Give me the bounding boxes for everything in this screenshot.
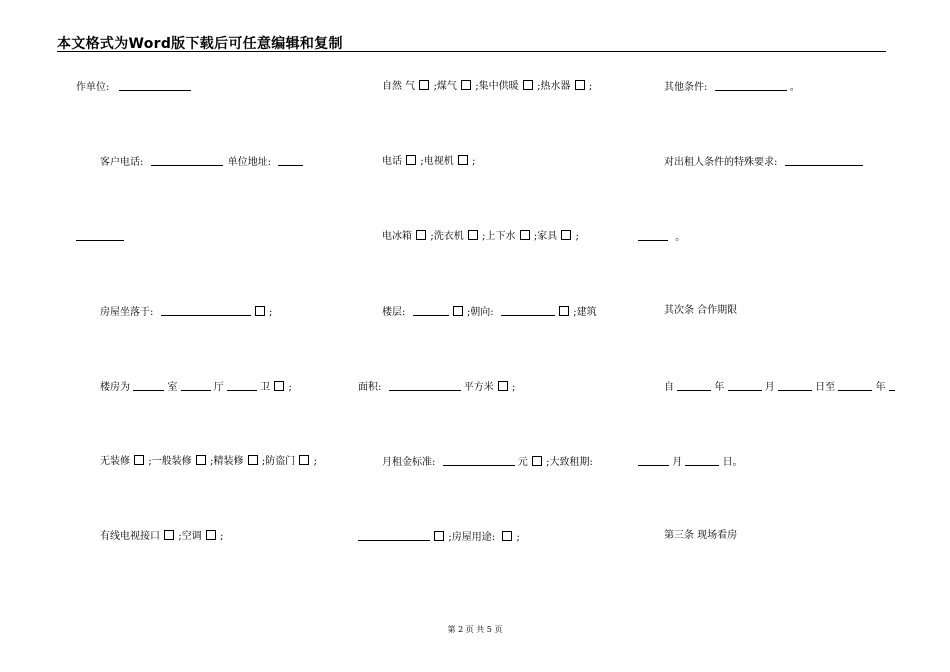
c2-line-4 xyxy=(382,305,597,319)
checkbox[interactable] xyxy=(255,306,265,316)
furniture-checkbox[interactable] xyxy=(561,230,571,240)
c2-line-6 xyxy=(382,455,593,469)
fine-decoration-checkbox[interactable] xyxy=(248,455,258,465)
c3-line-6 xyxy=(638,455,743,469)
halls-blank[interactable] xyxy=(181,380,211,391)
building-area-label: ;建筑 xyxy=(573,307,597,318)
square-meters-label: 平方米 xyxy=(463,382,494,393)
checkbox[interactable] xyxy=(274,381,284,391)
security-door-checkbox[interactable] xyxy=(299,455,309,465)
rent-checkbox[interactable] xyxy=(532,456,542,466)
floor-checkbox[interactable] xyxy=(453,306,463,316)
c3-line-7 xyxy=(664,530,737,542)
day-label: 日。 xyxy=(722,457,743,468)
water-heater-checkbox[interactable] xyxy=(575,80,585,90)
no-decoration-label: 无装修 xyxy=(100,456,130,467)
air-conditioner-checkbox[interactable] xyxy=(206,530,216,540)
year-label: 年 xyxy=(875,382,886,393)
water-heater-label: ;热水器 xyxy=(537,81,571,92)
c1-line-5 xyxy=(100,380,292,394)
furniture-label: ;家具 xyxy=(533,231,558,242)
page-number: 第 2 页 共 5 页 xyxy=(447,625,503,634)
fridge-label: 电冰箱 xyxy=(382,231,412,242)
air-conditioner-label: ;空调 xyxy=(178,531,202,542)
c3-line-3 xyxy=(638,230,685,244)
other-conditions-label: 其他条件: xyxy=(664,82,708,93)
start-day-blank[interactable] xyxy=(778,380,812,391)
fine-decoration-label: ;精装修 xyxy=(210,456,244,467)
client-phone-label: 客户电话: xyxy=(100,157,144,168)
period: 。 xyxy=(675,232,686,243)
c1-line-3 xyxy=(76,230,124,244)
coal-gas-checkbox[interactable] xyxy=(461,80,471,90)
floor-blank[interactable] xyxy=(413,305,449,316)
end-year-blank[interactable] xyxy=(838,380,872,391)
plumbing-checkbox[interactable] xyxy=(520,230,530,240)
separator: ; xyxy=(588,81,593,92)
c2-line-2 xyxy=(382,155,476,168)
monthly-rent-label: 月租金标准: xyxy=(382,457,436,468)
plumbing-label: ;上下水 xyxy=(482,231,516,242)
orientation-label: ;朝向: xyxy=(466,307,494,318)
orientation-checkbox[interactable] xyxy=(559,306,569,316)
room-label: 室 xyxy=(167,382,178,393)
article-2-heading: 其次条 合作期限 xyxy=(664,305,738,316)
page-header-title: 本文格式为Word版下载后可任意编辑和复制 xyxy=(57,36,343,52)
client-phone-blank[interactable] xyxy=(151,155,223,166)
c1-line-1 xyxy=(76,80,191,94)
house-usage-label: ;房屋用途: xyxy=(448,532,496,543)
bath-label: 卫 xyxy=(260,382,271,393)
rooms-blank[interactable] xyxy=(133,380,164,391)
hall-label: 厅 xyxy=(213,382,224,393)
separator: ; xyxy=(575,231,579,242)
usage-checkbox[interactable] xyxy=(434,531,444,541)
c3-line-4 xyxy=(664,305,737,317)
floor-label: 楼层: xyxy=(382,307,406,318)
area-blank[interactable] xyxy=(389,380,461,391)
unit-address-blank-cont[interactable] xyxy=(76,230,124,241)
telephone-label: 电话 xyxy=(382,156,402,167)
unit-address-blank[interactable] xyxy=(278,155,303,166)
special-requirements-label: 对出租人条件的特殊要求: xyxy=(664,157,778,168)
other-conditions-blank[interactable] xyxy=(715,80,787,91)
separator: ; xyxy=(512,382,516,393)
central-heating-label: ;集中供暖 xyxy=(475,81,519,92)
fridge-checkbox[interactable] xyxy=(416,230,426,240)
washer-checkbox[interactable] xyxy=(468,230,478,240)
yuan-label: 元 xyxy=(517,457,528,468)
tv-checkbox[interactable] xyxy=(458,155,468,165)
natural-gas-label: 自然 气 xyxy=(382,81,416,92)
area-checkbox[interactable] xyxy=(498,381,508,391)
c3-line-1 xyxy=(664,80,800,94)
end-month-blank[interactable] xyxy=(889,380,895,391)
separator: ; xyxy=(220,531,224,542)
c3-line-5 xyxy=(664,380,895,394)
house-usage-checkbox[interactable] xyxy=(502,531,512,541)
from-label: 自 xyxy=(664,382,674,393)
article-3-heading: 第三条 现场看房 xyxy=(664,530,738,541)
house-location-label: 房屋坐落于: xyxy=(100,307,154,318)
orientation-blank[interactable] xyxy=(501,305,555,316)
cable-tv-label: 有线电视接口 xyxy=(100,531,160,542)
house-location-sep: ; xyxy=(268,307,273,318)
coal-gas-label: ;煤气 xyxy=(433,81,457,92)
end-day-blank[interactable] xyxy=(685,455,719,466)
usage-blank[interactable] xyxy=(358,530,430,541)
c3-line-2 xyxy=(664,155,863,169)
c1-line-4 xyxy=(100,305,272,319)
separator: ; xyxy=(288,382,292,393)
special-requirements-blank-cont[interactable] xyxy=(638,230,668,241)
cable-tv-checkbox[interactable] xyxy=(164,530,174,540)
c1-line-6 xyxy=(100,455,317,468)
start-year-blank[interactable] xyxy=(677,380,711,391)
c1-line-2 xyxy=(100,155,303,169)
end-month-blank-cont[interactable] xyxy=(638,455,669,466)
month-label: 月 xyxy=(764,382,775,393)
lease-term-label: ;大致租期: xyxy=(546,457,593,468)
central-heating-checkbox[interactable] xyxy=(523,80,533,90)
natural-gas-checkbox[interactable] xyxy=(419,80,429,90)
unit-address-label: 单位地址: xyxy=(227,157,272,168)
building-label: 楼房为 xyxy=(100,382,130,393)
c2-line-3 xyxy=(382,230,579,243)
area-label: 面积: xyxy=(358,382,382,393)
start-month-blank[interactable] xyxy=(728,380,762,391)
c2-line-5 xyxy=(358,380,516,394)
monthly-rent-blank[interactable] xyxy=(443,455,515,466)
year-label: 年 xyxy=(714,382,725,393)
basic-decoration-checkbox[interactable] xyxy=(196,455,206,465)
tv-label: ;电视机 xyxy=(420,156,454,167)
basic-decoration-label: ;一般装修 xyxy=(148,456,192,467)
baths-blank[interactable] xyxy=(227,380,257,391)
security-door-label: ;防盗门 xyxy=(261,456,296,467)
header-divider xyxy=(57,51,886,52)
work-unit-blank[interactable] xyxy=(119,80,191,91)
work-unit-label: 作单位: xyxy=(76,82,110,93)
day-to-label: 日至 xyxy=(815,382,836,393)
separator: ; xyxy=(472,156,476,167)
period: 。 xyxy=(789,82,800,93)
separator: ; xyxy=(516,532,520,543)
c2-line-7 xyxy=(358,530,520,544)
washer-label: ;洗衣机 xyxy=(430,231,464,242)
no-decoration-checkbox[interactable] xyxy=(134,455,144,465)
special-requirements-blank[interactable] xyxy=(785,155,863,166)
c1-line-7 xyxy=(100,530,224,543)
separator: ; xyxy=(313,456,317,467)
telephone-checkbox[interactable] xyxy=(406,155,416,165)
month-label: 月 xyxy=(672,457,683,468)
c2-line-1 xyxy=(382,80,592,93)
house-location-blank[interactable] xyxy=(161,305,251,316)
